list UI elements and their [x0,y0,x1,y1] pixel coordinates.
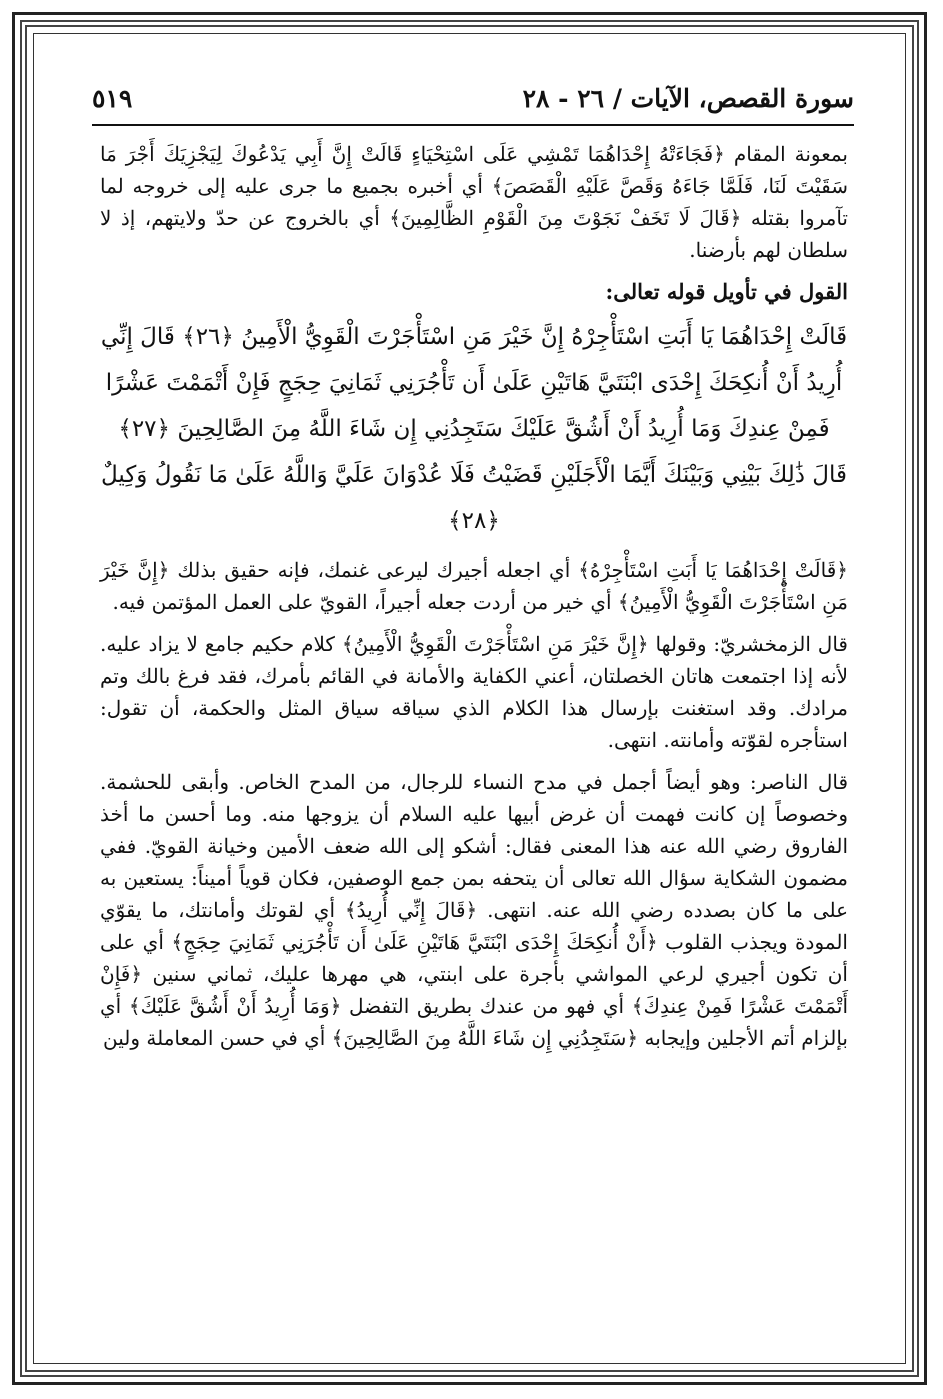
paragraph: قال الناصر: وهو أيضاً أجمل في مدح النساء للرجال، من المدح الخاص. وأبقى للحشمة. وخصوصاً إن كانت فهمت أن غرض أبيها عليه السلام أن يزوجها منه. وما أحسن ما أخذ الفاروق رضي الله عنه هذا المعنى فقال: أشكو إلى الله ضعف الأمين وخيانة القويّ. ففي مضمون الشكاية سؤال الله تعالى أن يتحفه بمن جمع الوصفين، فكان قوياً أميناً: يستعين به على ما كان بصدده رضي الله عنه. انتهى. ﴿قَالَ إِنِّي أُرِيدُ﴾ أي لقوتك وأمانتك، ما يقوّي المودة ويجذب القلوب ﴿أَنْ أُنكِحَكَ إِحْدَى ابْنَتَيَّ هَاتَيْنِ عَلَىٰ أَن تَأْجُرَنِي ثَمَانِيَ حِجَجٍ﴾ أي على أن تكون أجيري لرعي المواشي بأجرة على ابنتي، هي مهرها عليك، ثماني سنين ﴿فَإِنْ أَتْمَمْتَ عَشْرًا فَمِنْ عِندِكَ﴾ أي فهو من عندك بطريق التفضل ﴿وَمَا أُرِيدُ أَنْ أَشُقَّ عَلَيْكَ﴾ أي بإلزام أتم الأجلين وإيجابه ﴿سَتَجِدُنِي إِن شَاءَ اللَّهُ مِنَ الصَّالِحِينَ﴾ أي في حسن المعاملة ولين [100,770,848,1050]
header-rule [92,124,854,126]
page-number: ٥١٩ [92,84,133,113]
running-title: سورة القصص، الآيات / ٢٦ - ٢٨ [522,84,854,113]
paragraph: ﴿قَالَتْ إِحْدَاهُمَا يَا أَبَتِ اسْتَأْجِرْهُ﴾ أي اجعله أجيرك ليرعى غنمك، فإنه حقيق بذلك ﴿إِنَّ خَيْرَ مَنِ اسْتَأْجَرْتَ الْقَوِيُّ الْأَمِينُ﴾ أي خير من أردت جعله أجيراً، القويّ على العمل المؤتمن فيه. [100,558,848,614]
section-heading: القول في تأويل قوله تعالى: [605,279,848,304]
page-body [100,138,848,1054]
page-header [92,84,854,120]
paragraph: قال الزمخشريّ: وقولها ﴿إِنَّ خَيْرَ مَنِ اسْتَأْجَرْتَ الْقَوِيُّ الْأَمِينُ﴾ كلام حكيم جامع لا يزاد عليه. لأنه إذا اجتمعت هاتان الخصلتان، أعني الكفاية والأمانة في القائم بأمرك، فقد فرغ بالك وتم مرادك. وقد استغنت بإرسال هذا الكلام الذي سياقه سياق المثل والحكمة، أن تقول: استأجره لقوّته وأمانته. انتهى. [100,632,848,752]
paragraph: بمعونة المقام ﴿فَجَاءَتْهُ إِحْدَاهُمَا تَمْشِي عَلَى اسْتِحْيَاءٍ قَالَتْ إِنَّ أَبِي يَدْعُوكَ لِيَجْزِيَكَ أَجْرَ مَا سَقَيْتَ لَنَا، فَلَمَّا جَاءَهُ وَقَصَّ عَلَيْهِ الْقَصَصَ﴾ أي أخبره بجميع ما جرى عليه إلى خروجه لما تآمروا بقتله ﴿قَالَ لَا تَخَفْ نَجَوْتَ مِنَ الْقَوْمِ الظَّالِمِينَ﴾ أي بالخروج عن حدّ ولايتهم، إذ لا سلطان لهم بأرضنا. [100,142,848,262]
quran-verses: قَالَتْ إِحْدَاهُمَا يَا أَبَتِ اسْتَأْجِرْهُ إِنَّ خَيْرَ مَنِ اسْتَأْجَرْتَ الْقَوِيُّ الْأَمِينُ ﴿٢٦﴾ قَالَ إِنِّي أُرِيدُ أَنْ أُنكِحَكَ إِحْدَى ابْنَتَيَّ هَاتَيْنِ عَلَىٰ أَن تَأْجُرَنِي ثَمَانِيَ حِجَجٍ فَإِنْ أَتْمَمْتَ عَشْرًا فَمِنْ عِندِكَ وَمَا أُرِيدُ أَنْ أَشُقَّ عَلَيْكَ سَتَجِدُنِي إِن شَاءَ اللَّهُ مِنَ الصَّالِحِينَ ﴿٢٧﴾ قَالَ ذَٰلِكَ بَيْنِي وَبَيْنَكَ أَيَّمَا الْأَجَلَيْنِ قَضَيْتُ فَلَا عُدْوَانَ عَلَيَّ وَاللَّهُ عَلَىٰ مَا نَقُولُ وَكِيلٌ ﴿٢٨﴾ [100,324,848,534]
